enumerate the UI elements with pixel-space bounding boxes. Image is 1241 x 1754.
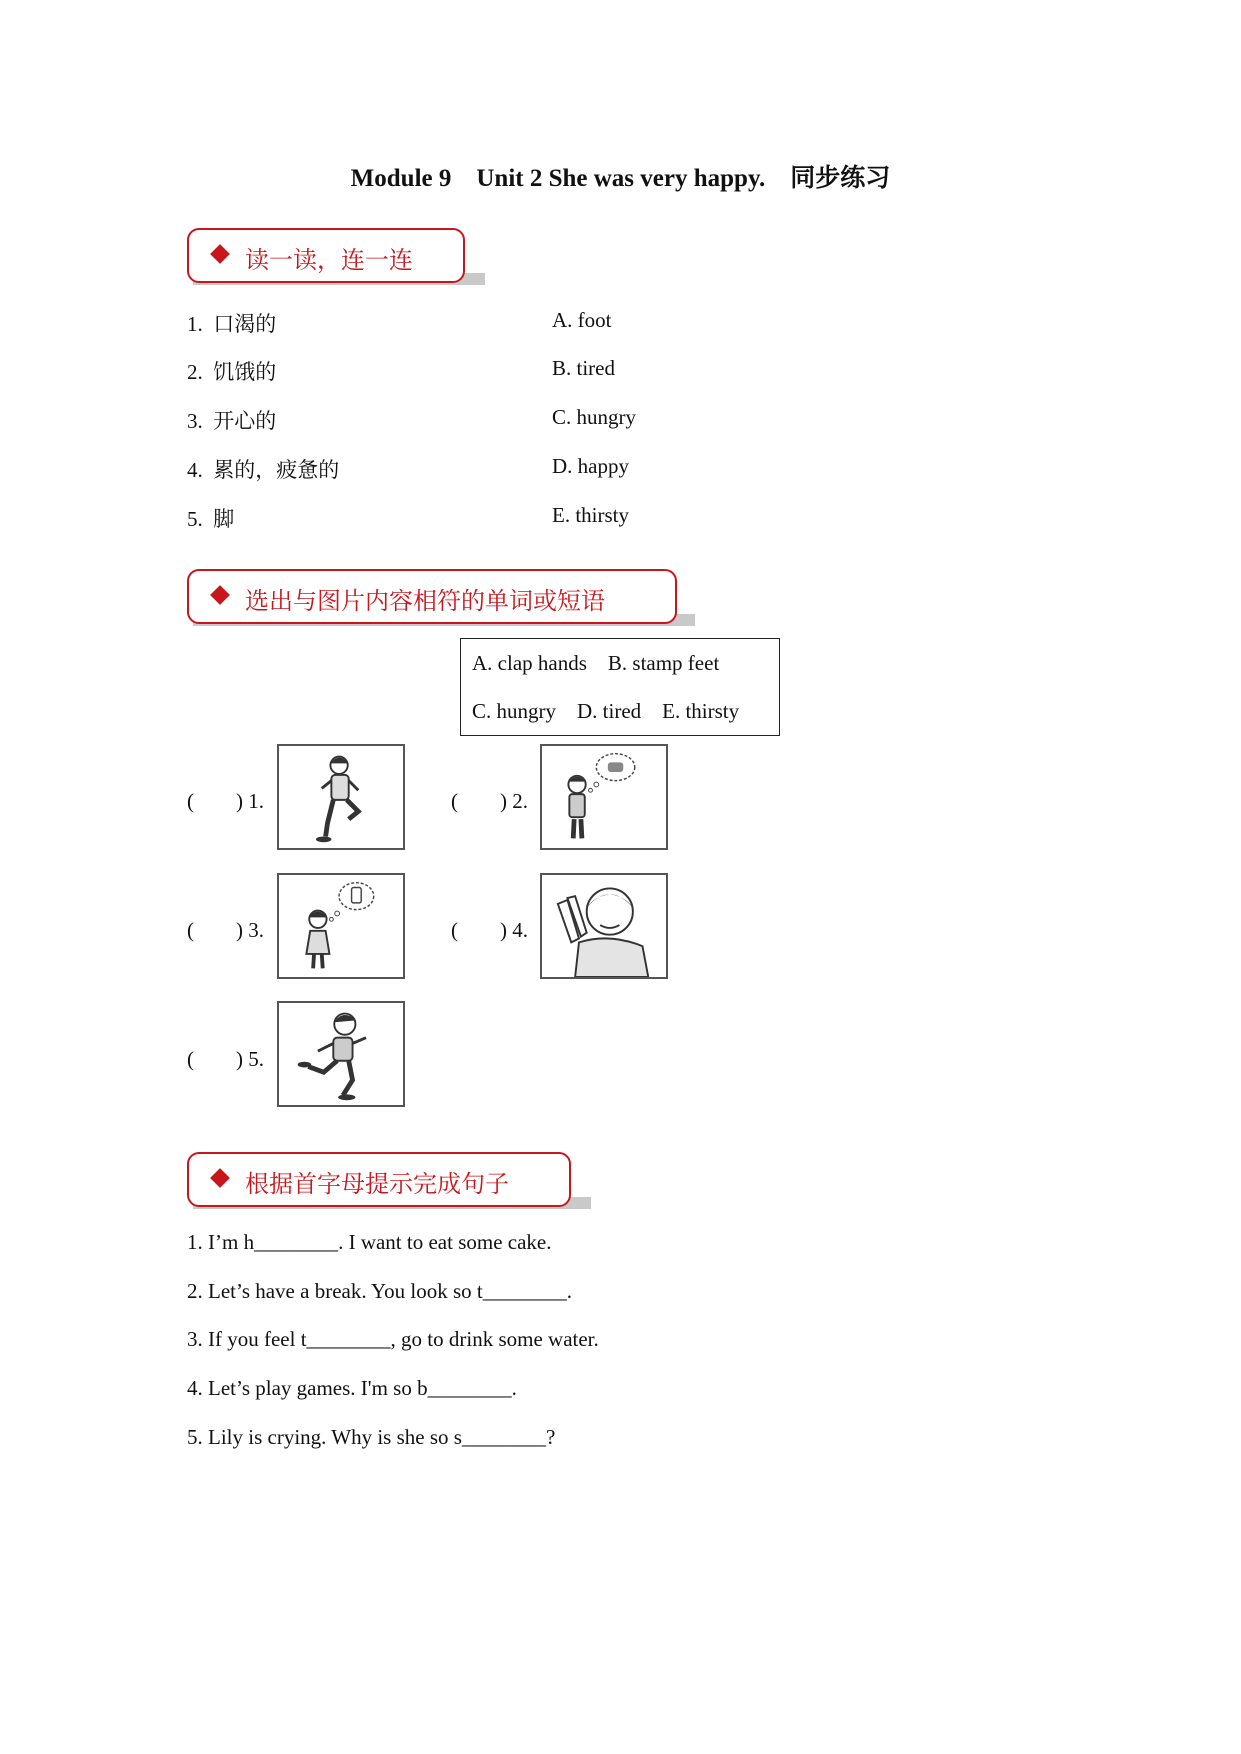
sentence-1: 1. I’m h________. I want to eat some cake. bbox=[187, 1230, 552, 1254]
answer-blank-3[interactable]: ( ) 3. bbox=[187, 918, 264, 942]
diamond-icon bbox=[210, 244, 230, 264]
sentence-2: 2. Let’s have a break. You look so t________. bbox=[187, 1279, 572, 1303]
picture-3 bbox=[277, 873, 405, 979]
match-right-d: D. happy bbox=[552, 454, 629, 478]
sentence-5: 5. Lily is crying. Why is she so s________? bbox=[187, 1425, 556, 1449]
section2-heading-label: 选出与图片内容相符的单词或短语 bbox=[245, 587, 605, 615]
sentence-3: 3. If you feel t________, go to drink some water. bbox=[187, 1327, 599, 1351]
picture-5 bbox=[277, 1001, 405, 1107]
picture-4 bbox=[540, 873, 668, 979]
answer-blank-4[interactable]: ( ) 4. bbox=[451, 918, 528, 942]
boy-thinking-of-food-image bbox=[542, 746, 666, 848]
options-line-2: C. hungry D. tired E. thirsty bbox=[472, 699, 740, 723]
picture-1 bbox=[277, 744, 405, 850]
match-right-e: E. thirsty bbox=[552, 503, 629, 527]
options-line-1: A. clap hands B. stamp feet bbox=[472, 651, 720, 675]
boy-clapping-hands-image bbox=[542, 875, 666, 977]
diamond-icon bbox=[210, 585, 230, 605]
page-title: Module 9 Unit 2 She was very happy. 同步练习 bbox=[350, 165, 891, 192]
answer-blank-1[interactable]: ( ) 1. bbox=[187, 789, 264, 813]
match-right-a: A. foot bbox=[552, 308, 612, 332]
boy-running-image bbox=[279, 1003, 403, 1105]
section1-heading bbox=[187, 228, 465, 283]
match-right-c: C. hungry bbox=[552, 405, 636, 429]
girl-stamping-feet-image bbox=[279, 746, 403, 848]
picture-2 bbox=[540, 744, 668, 850]
girl-thinking-of-drink-image bbox=[279, 875, 403, 977]
match-left-3: 3. 开心的 bbox=[187, 409, 277, 433]
section2-heading bbox=[187, 569, 677, 624]
match-left-1: 1. 口渴的 bbox=[187, 312, 277, 336]
diamond-icon bbox=[210, 1168, 230, 1188]
match-left-2: 2. 饥饿的 bbox=[187, 360, 277, 384]
answer-blank-5[interactable]: ( ) 5. bbox=[187, 1047, 264, 1071]
section3-heading-label: 根据首字母提示完成句子 bbox=[245, 1170, 509, 1198]
section1-heading-label: 读一读，连一连 bbox=[245, 246, 413, 274]
match-right-b: B. tired bbox=[552, 356, 615, 380]
match-left-5: 5. 脚 bbox=[187, 507, 235, 531]
match-left-4: 4. 累的，疲惫的 bbox=[187, 458, 340, 482]
section3-heading bbox=[187, 1152, 571, 1207]
options-box bbox=[460, 638, 780, 736]
sentence-4: 4. Let’s play games. I'm so b________. bbox=[187, 1376, 517, 1400]
answer-blank-2[interactable]: ( ) 2. bbox=[451, 789, 528, 813]
